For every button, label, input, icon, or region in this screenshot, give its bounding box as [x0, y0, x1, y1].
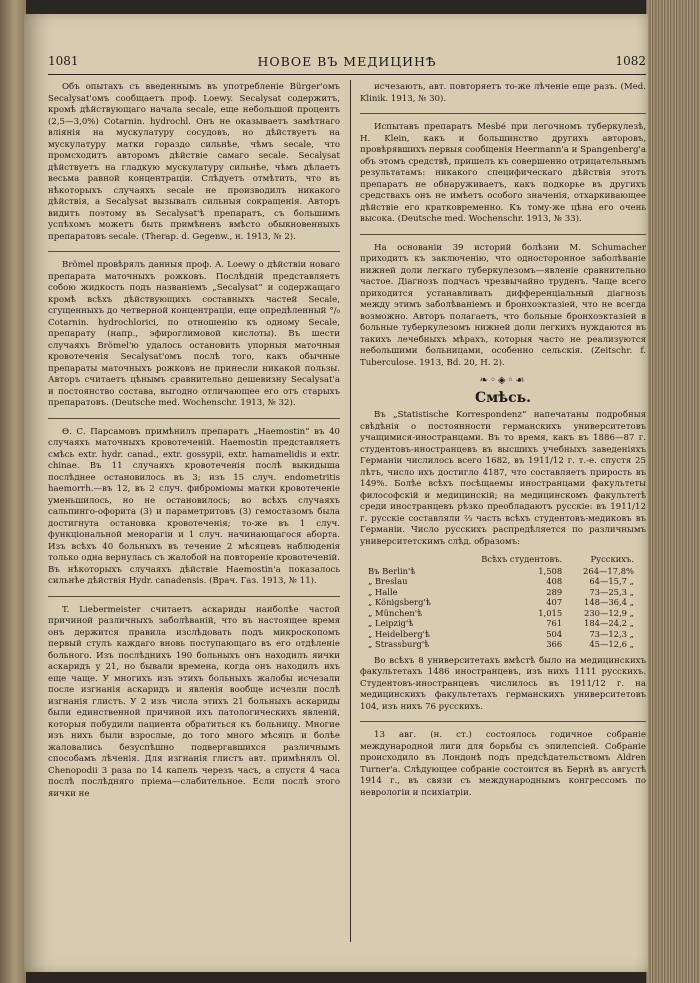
table-cell-city: „ Heidelberg'ѣ	[368, 628, 430, 639]
paragraph-bromel: Brömel провѣрялъ данныя проф. A. Loewy о дѣйствіи новаго препарата маточныхъ рожковъ. Послѣдній представляетъ собою жидкость подъ названіемъ „Secalysat“ и содержащаго кромѣ всѣхъ дѣйствующихъ составныхъ частей Secale, сгущенныхъ до четверной концентраціи, еще опредѣленный °/₀ Cotarnin. hydrochlorici, по отношенію къ одному Secale, препарату (напр., эфироглимовой кислоты). Въ шести случаяхъ Brömel'ю удалось остановить упорныя маточныя кровотеченія Secalysat'омъ послѣ того, какъ обычные препараты маточныхъ рожковъ не принесли никакой пользы. Авторъ считаетъ цѣнымъ сравнительно дешевизну Secalysat'а и постоянство состава, выгодно отличающее его отъ старыхъ препаратовъ. (Deutsche med. Wochenschr. 1913, № 32).	[48, 260, 340, 408]
header-rule	[48, 74, 646, 75]
paragraph-totals: Во всѣхъ 8 университетахъ вмѣстѣ было на медицинскихъ факультетахъ 1486 иностранцевъ, изъ нихъ 1111 русскихъ. Студентовъ-иностранцевъ числилось въ 1911/12 г. на медицинскихъ факультетахъ германскихъ университетовъ 104, изъ нихъ 76 русскихъ.	[360, 655, 646, 712]
paragraph-schumacher: На основаніи 39 историй болѣзни M. Schumacher приходитъ къ заключенію, что односторонное заболѣваніе нижней доли легкаго туберкулезомъ—явленіе сравнительно частое. Діагнозъ подчасъ чрезвычайно труденъ. Чаще всего приходится устанавливать дифференціальный діагнозъ между этимъ заболѣваніемъ и бронхоэктазіей, что не всегда возможно. Авторъ полагаетъ, что больные бронхоэктазіей в больные туберкулезомъ нижней доли легкихъ нуждаются въ такихъ лечебныхъ мѣрахъ, которыя часто не реализуются небольшими больницами, особенно сельскія. (Zeitschr. f. Tuberculose. 1913, Bd. 20, H. 2).	[360, 242, 646, 368]
separator	[360, 113, 646, 114]
table-row	[366, 597, 636, 608]
table-cell-rus: 73—12,3 „	[589, 628, 634, 639]
table-cell-all: 1,015	[538, 607, 563, 618]
paragraph-epilepsy-league: 13 авг. (н. ст.) состоялось годичное собраніе международной лиги для борьбы съ эпилепсіей. Собраніе происходило въ Лондонѣ подъ предсѣдательствомъ Aldren Turner'а. Слѣдующее собраніе состоится въ Бернѣ въ августѣ 1914 г., въ связи съ международнымъ конгрессомъ по неврологіи и психіатріи.	[360, 730, 646, 798]
section-title: Смѣсь.	[474, 389, 532, 406]
book-right-edge	[646, 0, 700, 983]
table-cell-city: „ Strassburg'ѣ	[368, 639, 430, 649]
separator	[360, 721, 646, 722]
table-row	[366, 608, 636, 619]
paragraph-mesbe: Испытавъ препаратъ Mesbé при легочномъ туберкулезѣ, H. Klein, какъ и большинство другихъ авторовъ, провѣрявшихъ первыя сообщенія Heermann'а и Spangenberg'а объ этомъ средствѣ, пришелъ къ совершенно отрицательнымъ результатамъ: никакого специфическаго дѣйствія этотъ препаратъ не обнаруживаетъ, какъ подкорье въ другихъ средствахъ онъ не имѣетъ особого значенія, отхаркивающее дѣйствіе его кратковременно. Къ тому-же цѣна его очень высока. (Deutsche med. Wochenschr. 1913, № 33).	[360, 122, 646, 224]
right-column	[360, 82, 646, 805]
separator	[48, 596, 340, 597]
table-header-all: Всѣхъ студентовъ.	[481, 554, 563, 564]
separator	[360, 234, 646, 235]
table-cell-city: Въ Berlin'ѣ	[368, 565, 416, 576]
page-number-left: 1081	[48, 54, 79, 68]
left-column	[48, 82, 340, 806]
table-cell-all: 289	[546, 586, 563, 597]
table-cell-city: „ Halle	[368, 586, 398, 597]
separator	[48, 251, 340, 252]
page-title: НОВОЕ ВЪ МЕДИЦИНѢ	[257, 54, 437, 69]
table-row	[366, 576, 636, 587]
table-row	[366, 629, 636, 640]
table-row	[366, 566, 636, 577]
table-row	[366, 639, 636, 650]
page-number-right: 1082	[615, 54, 646, 68]
table-cell-all: 1,508	[538, 565, 563, 576]
paragraph-statistics: Въ „Statistische Korrespondenz“ напечатаны подробныя свѣдѣнія о постоянности германскихъ университетовъ учащимися-иностранцами. Въ то время, какъ въ 1886—87 г. студентовъ-иностранцевъ въ высшихъ учебныхъ заведеніяхъ Германіи числилось всего 1682, въ 1911/12 г. т.-е. спустя 25 лѣтъ, число ихъ достигло 4187, что составляетъ прирость въ 149%. Болѣе всѣхъ посѣщаемы иностранцами факультеты философскій и медицинскій; на медицинскомъ факультетѣ среди иностранцевъ рѣзко преобладаютъ русскіе: въ 1911/12 г. русскіе составляли ⅔ часть всѣхъ студентовъ-медиковъ въ Германіи. Число русскихъ распредѣляется по различнымъ университетскимъ слѣд. образомъ:	[360, 410, 646, 547]
table-cell-rus: 184—24,2 „	[583, 618, 634, 628]
separator	[48, 418, 340, 419]
table-cell-rus: 45—12,6 „	[589, 639, 634, 649]
paragraph-secalysat: Объ опытахъ съ введеннымъ въ употребленіе Bürger'омъ Secalysat'омъ сообщаетъ проф. Loewy. Secalysat содержитъ, кромѣ дѣйствующаго начала secale, еще небольшой процентъ (2,5—3,0%) Cotarnin. hydrochl. Онъ не оказываетъ замѣтнаго вліянія на мускулатуру сосудовъ, но дѣйствуетъ на мускулатуру матки гораздо сильнѣе, чѣмъ secale, что промсходитъ авторомъ дѣйствіе самаго secale. Secalysat дѣйствуетъ на гладкую мускулатуру сильнѣе, чѣмъ дѣлаетъ весьма равной концентраціи. Слѣдуетъ отмѣтить, что въ нѣкоторыхъ случаяхъ secale не производилъ никакого дѣйствія, а Secalysat вызывалъ сильныя сокращенія. Авторъ видитъ поэтому въ Secalysat'ѣ препаратъ, съ большимъ успѣхомъ можетъ быть примѣненъ вмѣсто обыкновенныхъ препаратовъ secale. (Therap. d. Gegenw., н. 1913, № 2).	[48, 82, 340, 242]
paragraph-haemostin: Ѳ. С. Парсамовъ примѣнилъ препаратъ „Haemostin“ въ 40 случаяхъ маточныхъ кровотеченій. Haemostin представляетъ смѣсь extr. hydr. canad., extr. gossypii, extr. hamamelidis и extr. chinae. Въ 11 случаяхъ кровотеченія послѣ выкидыша послѣднее остановилось въ 3; изъ 15 случ. endometritis haemorrh.—въ 12, въ 2 случ. фиброміомы матки кровотеченіе уменьшилось, но не остановилось; во всѣхъ случаяхъ сальпинго-офорита (3) и параметритовъ (3) гемостазомъ была достигнута остановка кровотеченія; то-же въ 1 случ. функціональной менорагіи и 1 случ. начинающагося аборта. Изъ всѣхъ 40 больныхъ въ течение 2 мѣсяцевъ наблюденія только одна вернулась съ жалобой на повтореніе кровотеченій. Въ нѣкоторыхъ случаяхъ дѣйствіе Haemostin'а показалось сильнѣе дѣйствія Hydr. canadensis. (Врач. Газ. 1913, № 11).	[48, 426, 340, 586]
table-cell-all: 366	[546, 639, 563, 649]
table-cell-city: „ Leipzig'ѣ	[368, 618, 414, 628]
book-page	[24, 14, 648, 972]
table-cell-city: „ Breslau	[368, 576, 408, 586]
paragraph-continuation: исчезаютъ, авт. повторяетъ то-же лѣченіе еще разъ. (Med. Klinik. 1913, № 30).	[360, 82, 646, 104]
table-cell-all: 504	[546, 628, 563, 639]
table-cell-rus: 64—15,7 „	[589, 576, 634, 586]
table-cell-rus: 73—25,3 „	[589, 586, 634, 597]
table-row	[366, 618, 636, 629]
students-table	[366, 554, 636, 650]
book-left-edge	[0, 0, 26, 983]
table-cell-rus: 264—17,8%	[583, 565, 634, 576]
table-cell-all: 408	[546, 576, 563, 586]
table-header-city	[366, 554, 453, 566]
table-row	[366, 587, 636, 598]
table-header-rus: Русскихъ.	[590, 554, 634, 564]
column-divider	[350, 80, 351, 942]
table-cell-all: 761	[546, 618, 563, 628]
table-cell-rus: 230—12,9 „	[583, 607, 634, 618]
table-cell-all: 407	[546, 597, 563, 607]
table-cell-city: „ Königsberg'ѣ	[368, 597, 431, 607]
section-ornament: ❧◦◈◦☙	[479, 375, 527, 386]
table-cell-city: „ München'ѣ	[368, 607, 423, 618]
table-cell-rus: 148—36,4 „	[583, 597, 634, 607]
paragraph-liebermeister: T. Liebermeister считаетъ аскариды наиболѣе частой причиной различныхъ заболѣваній, что въ настоящее время онъ держится правила изслѣдовать подъ микроскопомъ первый стулъ каждаго вновь поступающаго въ его отдѣленіе больного. Изъ послѣднихъ 190 больныхъ онъ находилъ яички аскаридъ у 21, но бывали времена, когда онъ находилъ ихъ еще чаще. У многихъ изъ этихъ больныхъ жалобы исчезали после изгнанія аскаридъ и явленія вообще исчезли послѣ изгнанія глистъ. У 2 изъ числа этихъ 21 больныхъ аскариды были единственной причиной ихъ патологическихъ явленій, которыя побудили пациента обратиться къ больницу. Многие изъ нихъ были взрослые, до того много мѣсяцъ и болѣе жаловались безуспѣшно подвергавшихся различнымъ способамъ лѣченія. Для изгнанія глистъ авт. примѣнялъ Ol. Chenopodii 3 раза по 14 капель черезъ часъ, а спустя 4 часа послѣ послѣдняго пріема—слабительное. Если послѣ этого яички не	[48, 604, 340, 799]
